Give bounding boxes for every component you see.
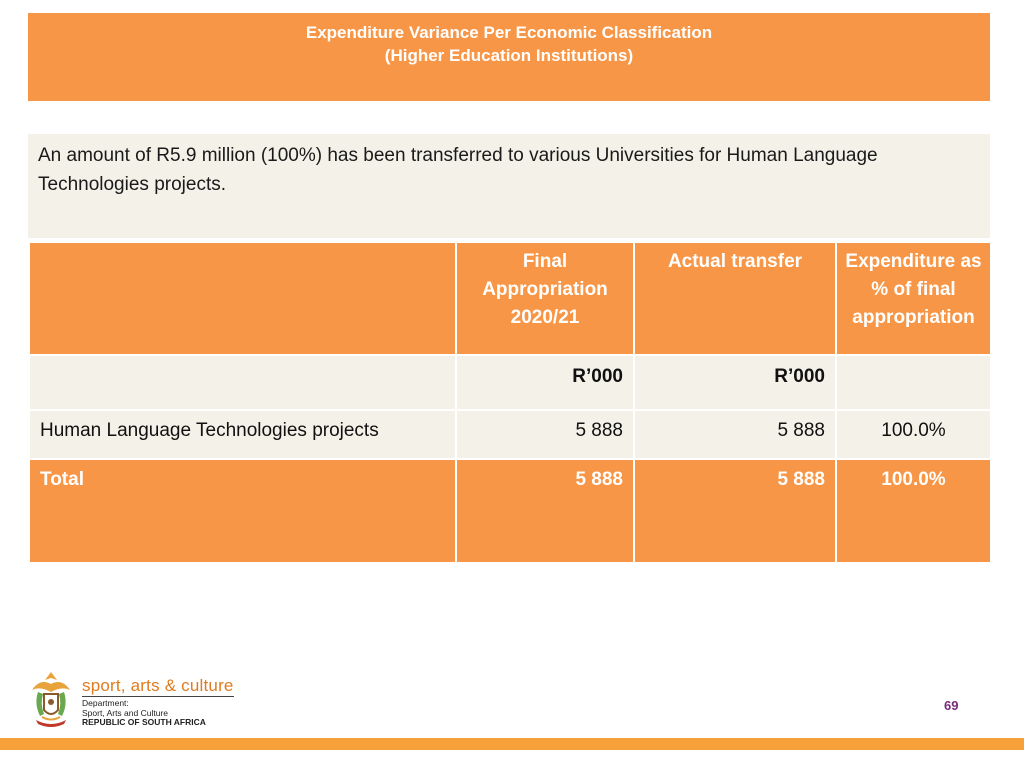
expenditure-table [28,241,992,564]
slide-title-line1: Expenditure Variance Per Economic Classification [305,23,713,42]
slide-header [28,13,990,101]
units-final-appropriation: R’000 [456,355,634,410]
header-expenditure-percent: Expenditure as % of final appropriation [836,242,991,355]
department-line2: Sport, Arts and Culture [82,707,168,718]
total-expenditure-percent: 100.0% [836,459,991,563]
units-row [29,355,991,410]
header-actual-transfer: Actual transfer [634,242,836,355]
total-actual-transfer: 5 888 [634,459,836,563]
total-row [29,459,991,563]
department-title: sport, arts & culture [82,676,234,695]
header-cell-blank [29,242,456,355]
summary-note: An amount of R5.9 million (100%) has been transferred to various Universities for Human Language Technologies projects. [28,134,990,238]
department-divider [82,696,234,697]
table-row [29,410,991,459]
department-line3: REPUBLIC OF SOUTH AFRICA [82,717,206,727]
header-final-appropriation: Final Appropriation 2020/21 [456,242,634,355]
slide-title-line2: (Higher Education Institutions) [384,46,634,65]
row-actual-transfer: 5 888 [634,410,836,459]
table-header-row [29,242,991,355]
row-final-appropriation: 5 888 [456,410,634,459]
bottom-accent-bar [0,738,1024,750]
department-text [82,699,206,728]
total-label: Total [29,459,456,563]
row-expenditure-percent: 100.0% [836,410,991,459]
units-expenditure-percent [836,355,991,410]
row-label: Human Language Technologies projects [29,410,456,459]
units-actual-transfer: R’000 [634,355,836,410]
units-cell-blank [29,355,456,410]
page-number: 69 [944,698,959,713]
coat-of-arms-icon [26,668,76,730]
department-line1: Department: [82,698,129,708]
total-final-appropriation: 5 888 [456,459,634,563]
